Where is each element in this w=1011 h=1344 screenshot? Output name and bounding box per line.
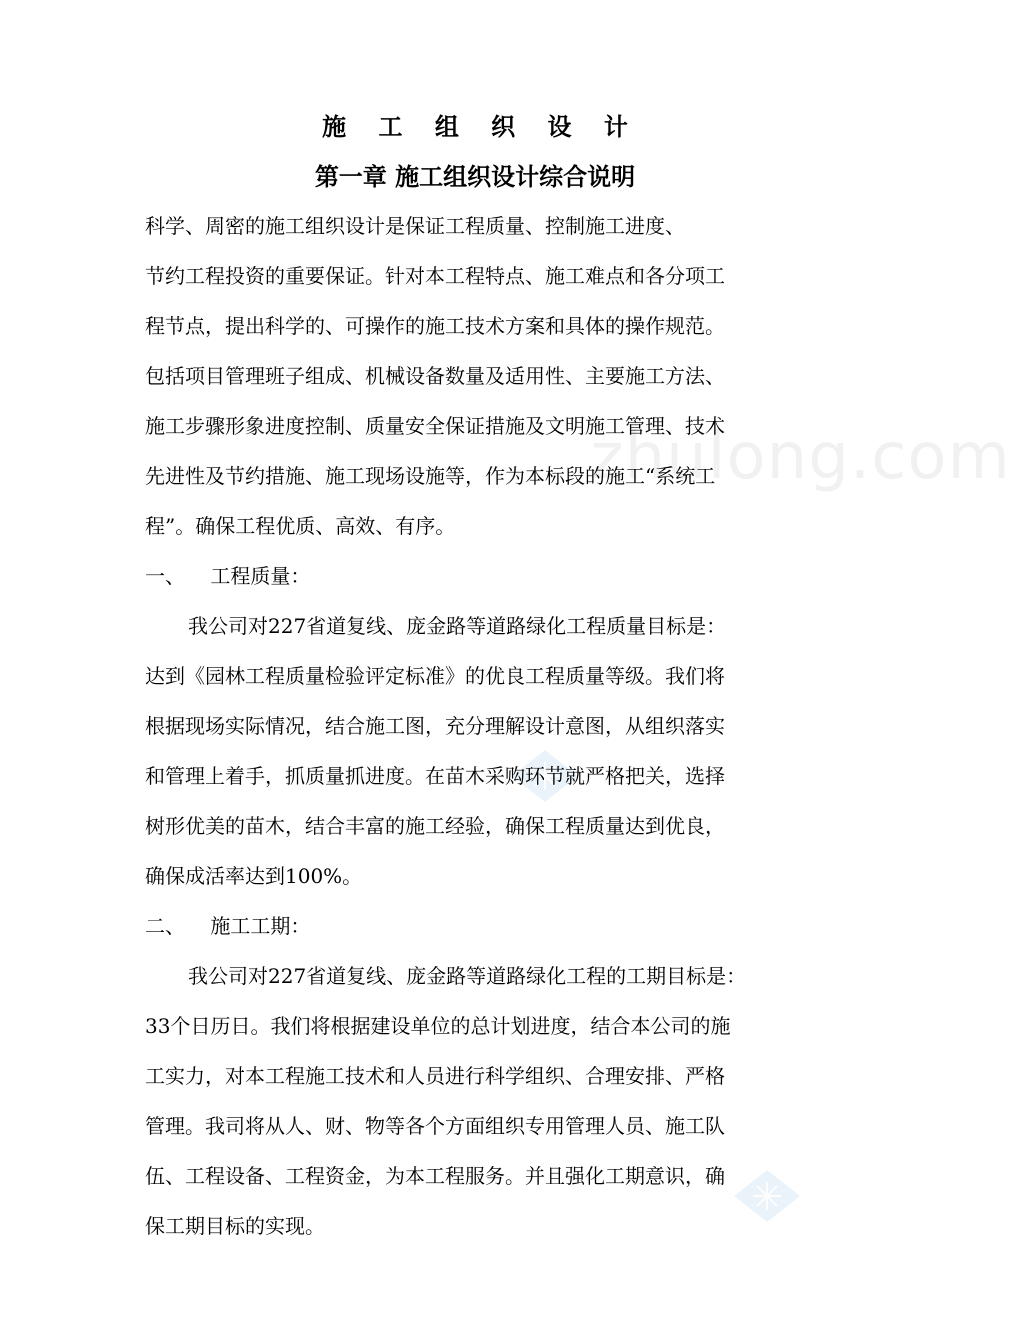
- body-line: 程”。确保工程优质、高效、有序。: [145, 514, 456, 538]
- body-line: 根据现场实际情况，结合施工图，充分理解设计意图，从组织落实: [145, 714, 725, 738]
- section-heading: 二、 施工工期：: [145, 914, 311, 938]
- section-heading: 一、 工程质量：: [145, 564, 311, 588]
- body-line: 我公司对227省道复线、庞金路等道路绿化工程质量目标是：: [188, 614, 727, 638]
- body-line: 保工期目标的实现。: [145, 1214, 325, 1238]
- body-line: 先进性及节约措施、施工现场设施等，作为本标段的施工“系统工: [145, 464, 716, 488]
- watermark-logo-icon: [732, 1168, 802, 1224]
- body-line: 达到《园林工程质量检验评定标准》的优良工程质量等级。我们将: [145, 664, 725, 688]
- body-line: 包括项目管理班子组成、机械设备数量及适用性、主要施工方法、: [145, 364, 725, 388]
- body-line: 节约工程投资的重要保证。针对本工程特点、施工难点和各分项工: [145, 264, 725, 288]
- document-title: 施 工 组 织 设 计: [322, 112, 640, 141]
- body-line: 和管理上着手，抓质量抓进度。在苗木采购环节就严格把关，选择: [145, 764, 725, 788]
- body-line: 我公司对227省道复线、庞金路等道路绿化工程的工期目标是：: [188, 964, 747, 988]
- body-line: 程节点，提出科学的、可操作的施工技术方案和具体的操作规范。: [145, 314, 725, 338]
- watermark-text: zhulong.com: [590, 420, 1011, 494]
- body-line: 树形优美的苗木，结合丰富的施工经验，确保工程质量达到优良，: [145, 814, 725, 838]
- body-line: 伍、工程设备、工程资金，为本工程服务。并且强化工期意识，确: [145, 1164, 725, 1188]
- body-line: 33个日历日。我们将根据建设单位的总计划进度，结合本公司的施: [145, 1014, 731, 1038]
- body-line: 确保成活率达到100%。: [145, 864, 363, 888]
- body-line: 管理。我司将从人、财、物等各个方面组织专用管理人员、施工队: [145, 1114, 725, 1138]
- body-line: 施工步骤形象进度控制、质量安全保证措施及文明施工管理、技术: [145, 414, 725, 438]
- chapter-title: 第一章 施工组织设计综合说明: [314, 162, 636, 191]
- body-line: 工实力，对本工程施工技术和人员进行科学组织、合理安排、严格: [145, 1064, 725, 1088]
- body-line: 科学、周密的施工组织设计是保证工程质量、控制施工进度、: [145, 214, 685, 238]
